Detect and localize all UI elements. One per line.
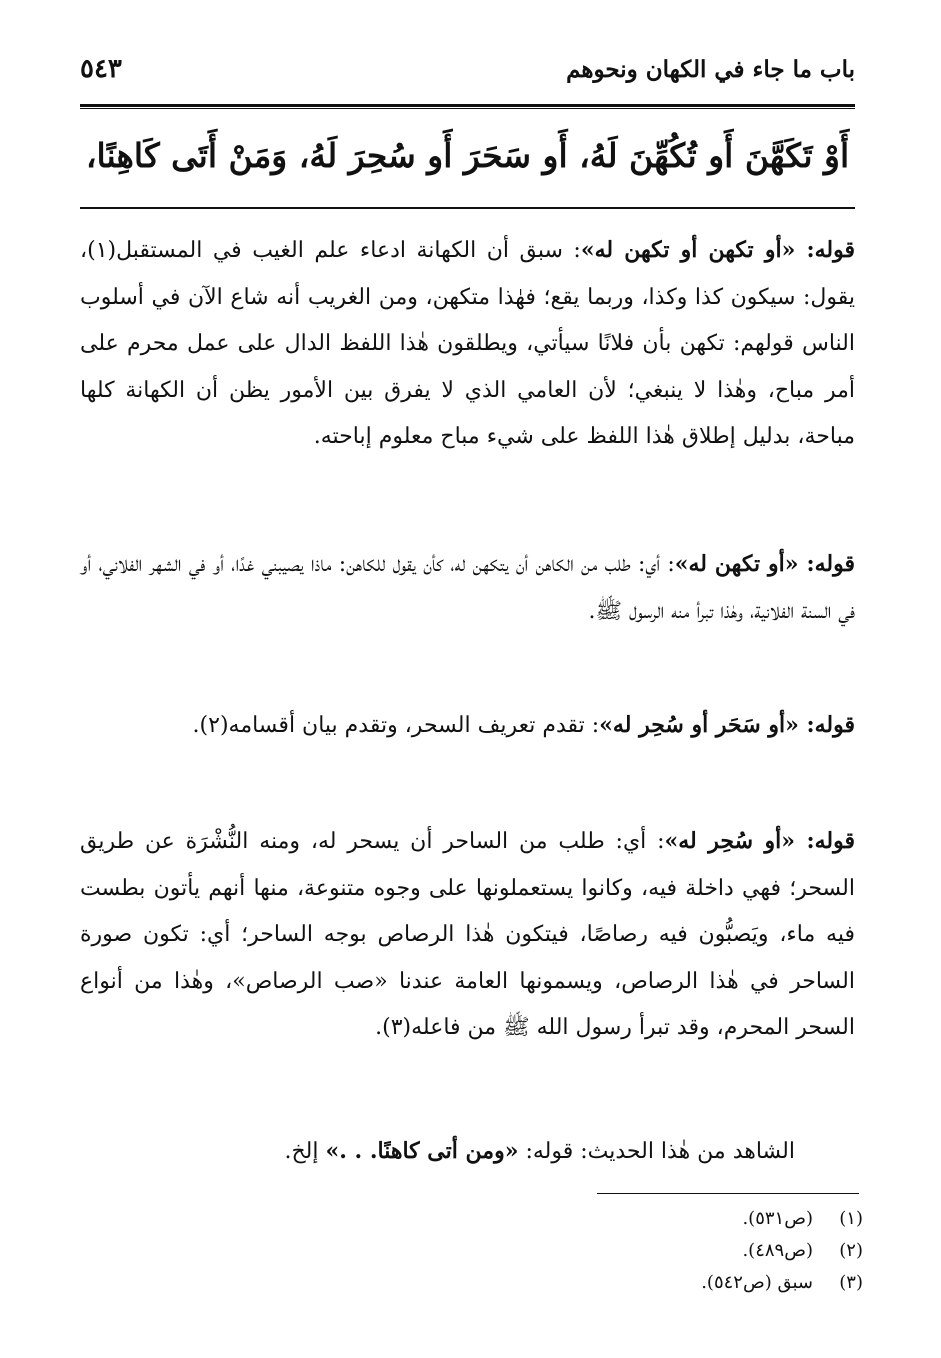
footnote — [300, 1235, 863, 1267]
commentary-paragraph — [80, 818, 855, 1052]
footnotes — [300, 1203, 863, 1299]
footnote — [300, 1203, 863, 1235]
paragraph-lead: قوله: «أو تكهن له» — [674, 551, 855, 577]
header-rule-thick — [80, 104, 855, 107]
footnote-text: (ص٥٣١). — [742, 1208, 813, 1229]
footnote-number: (١) — [839, 1208, 863, 1229]
conclusion-line — [80, 1128, 795, 1175]
paragraph-text: : أي: طلب من الساحر أن يسحر له، ومنه النُّشْرَة عن طريق السحر؛ فهي داخلة فيه، وكانوا يستعملونها على وجوه متنوعة، منها أنهم يأتون بطست فيه ماء، ويَصبُّون فيه رصاصًا، فيتكون هٰذا الرصاص بوجه الساحر؛ أي: تكون صورة الساحر في هٰذا الرصاص، ويسمونها العامة عندنا «صب الرصاص»، وهٰذا من أنواع السحر المحرم، وقد تبرأ رسول الله ﷺ من فاعله(٣). — [80, 829, 855, 1040]
commentary-paragraph — [80, 227, 855, 461]
paragraph-lead: قوله: «أو تكهن أو تكهن له» — [580, 237, 856, 263]
paragraph-text: : سبق أن الكهانة ادعاء علم الغيب في المستقبل(١)، يقول: سيكون كذا وكذا، وربما يقع؛ فهٰذا متكهن، ومن الغريب أنه شاع الآن في أسلوب الناس قولهم: تكهن بأن فلانًا سيأتي، ويطلقون هٰذا اللفظ الدال على عمل محرم على أمر مباح، وهٰذا لا ينبغي؛ لأن العامي الذي لا يفرق بين الأمور يظن أن الكهانة كلها مباحة، بدليل إطلاق هٰذا اللفظ على شيء مباح معلوم إباحته. — [80, 238, 855, 449]
footnote-number: (٣) — [839, 1272, 863, 1293]
hadith-excerpt: أَوْ تَكَهَّنَ أَو تُكُهِّنَ لَهُ، أَو سَحَرَ أَو سُحِرَ لَهُ، وَمَنْ أَتَى كَاهِنًا، — [85, 136, 850, 175]
paragraph-lead: قوله: «أو سُحِر له» — [664, 828, 855, 854]
footnote — [300, 1267, 863, 1299]
footnote-text: سبق (ص٥٤٢). — [701, 1272, 813, 1293]
conclusion-text: الشاهد من هٰذا الحديث: قوله: — [518, 1139, 795, 1164]
footnote-divider — [597, 1193, 859, 1194]
commentary-paragraph — [80, 702, 855, 750]
header-rule-thin — [80, 108, 855, 109]
conclusion-tail: إلخ. — [284, 1139, 326, 1164]
footnote-text: (ص٤٨٩). — [742, 1240, 813, 1261]
hadith-divider — [80, 207, 855, 209]
chapter-title: باب ما جاء في الكهان ونحوهم — [566, 56, 855, 83]
page-header — [80, 50, 855, 100]
paragraph-text: : تقدم تعريف السحر، وتقدم بيان أقسامه(٢). — [192, 713, 600, 738]
conclusion-quote: «ومن أتى كاهنًا. . .» — [325, 1138, 519, 1164]
page-number: ٥٤٣ — [80, 54, 122, 84]
commentary-paragraph — [80, 541, 855, 635]
paragraph-lead: قوله: «أو سَحَر أو سُحِر له» — [599, 712, 855, 738]
paragraph-text: : أي: طلب من الكاهن أن يتكهن له، كأن يقول للكاهن: ماذا يصيبني غدًا، أو في الشهر الفلاني، أو في السنة الفلانية، وهٰذا تبرأ منه الرسول ﷺ. — [80, 552, 855, 624]
footnote-number: (٢) — [839, 1240, 863, 1261]
